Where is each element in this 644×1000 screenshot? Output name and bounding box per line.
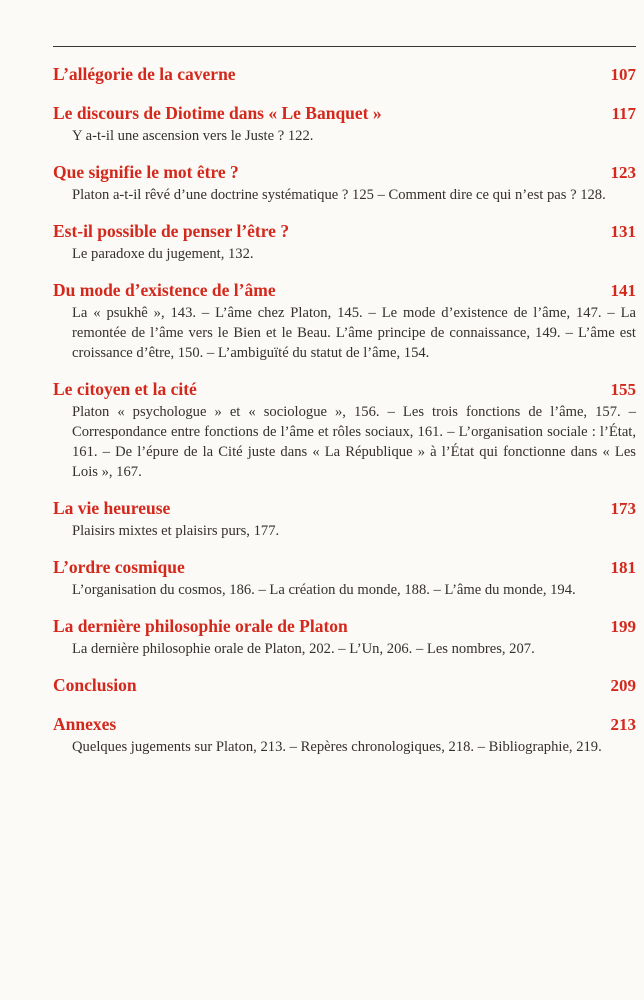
toc-entry — [53, 160, 636, 205]
chapter-page-number: 213 — [610, 715, 636, 734]
chapter-page-number: 199 — [610, 617, 636, 636]
top-rule — [53, 46, 636, 47]
toc-entry-heading — [53, 101, 636, 126]
chapter-title: Que signifie le mot être ? — [53, 162, 239, 182]
chapter-subsections: La « psukhê », 143. – L’âme chez Platon, 145. – Le mode d’existence de l’âme, 147. – La remontée de l’âme vers le Bien et le Beau. L’âme principe de connaissance, 149. – L’âme est croissance d’être, 150. – L’ambiguïté du statut de l’âme, 154. — [72, 305, 636, 361]
chapter-title: L’ordre cosmique — [53, 557, 185, 577]
chapter-page-number: 141 — [610, 281, 636, 300]
toc-entry — [53, 101, 636, 146]
toc-entry — [53, 496, 636, 541]
toc-entry — [53, 673, 636, 698]
toc-entry-heading — [53, 555, 636, 580]
toc-entry — [53, 62, 636, 87]
chapter-subsections: Platon a-t-il rêvé d’une doctrine systématique ? 125 – Comment dire ce qui n’est pas ? 128. — [72, 187, 606, 203]
chapter-title: Le discours de Diotime dans « Le Banquet » — [53, 103, 382, 123]
toc-entry — [53, 614, 636, 659]
toc-entry — [53, 219, 636, 264]
chapter-subsections: La dernière philosophie orale de Platon, 202. – L’Un, 206. – Les nombres, 207. — [72, 641, 535, 657]
toc-entry-heading — [53, 278, 636, 303]
toc-entry-heading — [53, 496, 636, 521]
chapter-subsections: Plaisirs mixtes et plaisirs purs, 177. — [72, 523, 280, 539]
chapter-page-number: 107 — [610, 65, 636, 84]
chapter-subsections: L’organisation du cosmos, 186. – La création du monde, 188. – L’âme du monde, 194. — [72, 582, 576, 598]
toc-entry-heading — [53, 712, 636, 737]
chapter-page-number: 173 — [610, 499, 636, 518]
chapter-page-number: 155 — [610, 380, 636, 399]
chapter-title: Est-il possible de penser l’être ? — [53, 221, 290, 241]
chapter-title: L’allégorie de la caverne — [53, 64, 236, 84]
chapter-title: La dernière philosophie orale de Platon — [53, 616, 348, 636]
chapter-title: Annexes — [53, 714, 117, 734]
toc-entry-heading — [53, 62, 636, 87]
chapter-subsections: Quelques jugements sur Platon, 213. – Repères chronologiques, 218. – Bibliographie, 219. — [72, 739, 602, 755]
toc-entry-heading — [53, 160, 636, 185]
toc-entry — [53, 377, 636, 482]
chapter-subsections: Le paradoxe du jugement, 132. — [72, 246, 254, 262]
chapter-subsections: Platon « psychologue » et « sociologue », 156. – Les trois fonctions de l’âme, 157. – Correspondance entre fonctions de l’âme et rôles sociaux, 161. – L’organisation sociale : l’État, 161. – De l’épure de la Cité juste dans « La République » à l’État qui fonctionne dans « Les Lois », 167. — [72, 404, 636, 480]
chapter-page-number: 123 — [610, 163, 636, 182]
chapter-title: La vie heureuse — [53, 498, 171, 518]
chapter-page-number: 209 — [610, 676, 636, 695]
toc-entry — [53, 555, 636, 600]
chapter-page-number: 131 — [610, 222, 636, 241]
toc-entry — [53, 712, 636, 757]
toc-entry-heading — [53, 219, 636, 244]
chapter-subsections: Y a-t-il une ascension vers le Juste ? 122. — [72, 128, 314, 144]
chapter-title: Le citoyen et la cité — [53, 379, 197, 399]
toc-entry-heading — [53, 673, 636, 698]
table-of-contents — [53, 62, 636, 771]
chapter-title: Conclusion — [53, 675, 137, 695]
toc-entry — [53, 278, 636, 363]
toc-entry-heading — [53, 377, 636, 402]
toc-entry-heading — [53, 614, 636, 639]
chapter-title: Du mode d’existence de l’âme — [53, 280, 276, 300]
chapter-page-number: 117 — [611, 104, 636, 123]
chapter-page-number: 181 — [610, 558, 636, 577]
